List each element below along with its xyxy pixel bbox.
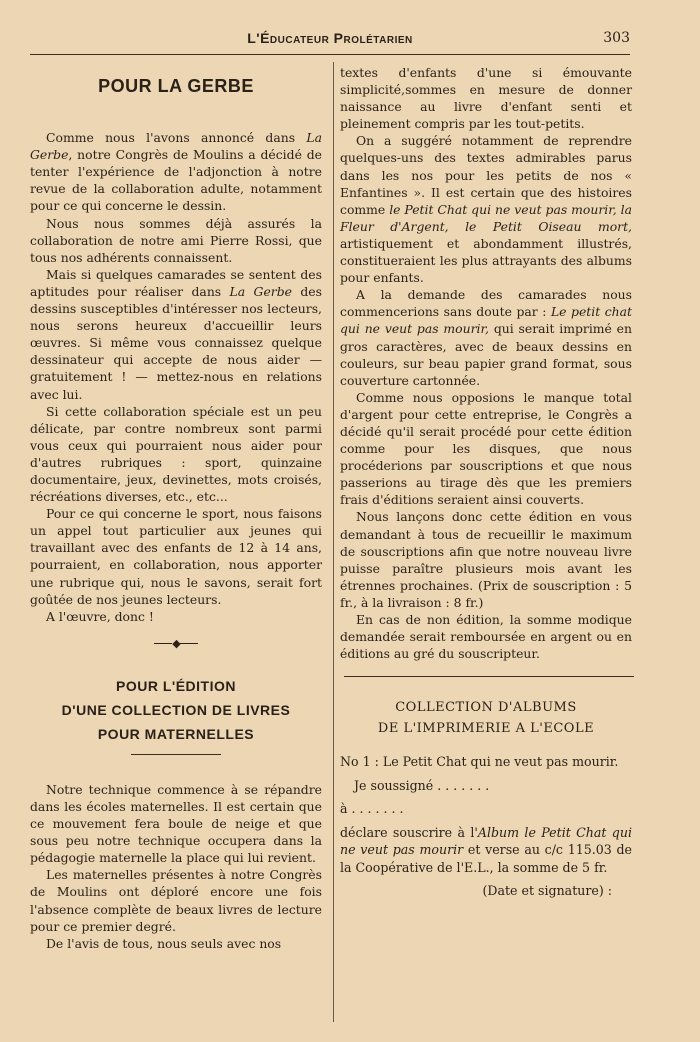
coupon-signature: (Date et signature) : bbox=[482, 883, 612, 899]
coupon-title: COLLECTION D'ALBUMS DE L'IMPRIMERIE A L'ECOLE bbox=[377, 700, 595, 737]
coupon-item: No 1 : Le Petit Chat qui ne veut pas mourir. bbox=[340, 754, 619, 770]
page-number: 303 bbox=[603, 30, 630, 46]
paragraph: Si cette collaboration spéciale est un peu délicate, par contre nombreux sont parmi vous ceux qui pourraient nous aider pour d'autres rubriques : sport, quinzaine documentaire, jeux, devinettes, mots croisés, récréations diverses, etc., etc... bbox=[30, 403, 322, 505]
coupon-rule bbox=[344, 676, 634, 677]
ornament-divider: ◆ bbox=[30, 635, 322, 652]
paragraph: Notre technique commence à se répandre dans les écoles maternelles. Il est certain que ce mouvement fera boule de neige et que sous peu notre technique occupera dans la pédagogie maternelle la place qui lui revient. bbox=[30, 781, 322, 866]
journal-title: L'Éducateur Prolétarien bbox=[247, 30, 413, 46]
heading-edition-maternelles: POUR L'ÉDITION D'UNE COLLECTION DE LIVRES POUR MATERNELLES bbox=[61, 677, 291, 742]
right-column bbox=[340, 65, 633, 900]
paragraph: On a suggéré notamment de reprendre quelques-uns des textes admirables parus dans les nos pour les petits de nos « Enfantines ». Il est certain que des histoires comme le Petit Chat qui ne veut pas mourir, la Fleur d'Argent, le Petit Oiseau mort, artistiquement et abondamment illustrés, constitueraient les plus attrayants des albums pour enfants. bbox=[340, 133, 633, 286]
paragraph: Pour ce qui concerne le sport, nous faisons un appel tout particulier aux jeunes qui travaillant avec des enfants de 12 à 14 ans, pourraient, en collaboration, nous apporter une rubrique qui, nous le savons, serait fort goûtée de nos jeunes lecteurs. bbox=[30, 506, 322, 607]
paragraph: textes d'enfants d'une si émouvante simplicité,sommes en mesure de donner naissance au livre d'enfant senti et pleinement compris par les tout-petits. bbox=[340, 65, 632, 132]
paragraph: Comme nous opposions le manque total d'argent pour cette entreprise, le Congrès a décidé qu'il serait procédé pour cette édition comme pour les disques, que nous procéderions par souscriptions et que nous passerions au tirage dès que les premiers frais d'éditions seraient ainsi couverts. bbox=[340, 389, 632, 508]
subscription-coupon bbox=[340, 753, 632, 900]
paragraph: A l'œuvre, donc ! bbox=[46, 608, 154, 624]
coupon-place-line: à . . . . . . . bbox=[340, 801, 404, 817]
heading-pour-la-gerbe: POUR LA GERBE bbox=[98, 76, 254, 96]
paragraph: Nous lançons donc cette édition en vous demandant à tous de recueillir le maximum de souscriptions afin que notre nouveau livre puisse paraître plusieurs mois avant les étrennes prochaines. (Prix de souscription : 5 fr., à la livraison : 8 fr.) bbox=[340, 509, 632, 610]
running-header bbox=[30, 30, 630, 55]
left-column bbox=[30, 64, 322, 952]
paragraph: Mais si quelques camarades se sentent des aptitudes pour réaliser dans La Gerbe des dessins susceptibles d'intéresser nos lecteurs, nous serons heureux d'accueillir leurs œuvres. Si même vous connaissez quelque dessinateur qui accepte de nous aider — gratuitement ! — mettez-nous en relations avec lui. bbox=[30, 266, 322, 402]
coupon-declaration: déclare souscrire à l'Album le Petit Chat qui ne veut pas mourir et verse au c/c 115.03 de la Coopérative de l'E.L., la somme de 5 fr. bbox=[340, 824, 633, 875]
paragraph: Nous nous sommes déjà assurés la collaboration de notre ami Pierre Rossi, que tous nos adhérents connaissent. bbox=[30, 215, 322, 265]
column-divider bbox=[333, 62, 334, 1022]
paragraph: Comme nous l'avons annoncé dans La Gerbe, notre Congrès de Moulins a décidé de tenter l'expérience de l'adjonction à notre revue de la collaboration adulte, notamment pour ce qui concerne le dessin. bbox=[30, 130, 322, 214]
paragraph: Les maternelles présentes à notre Congrès de Moulins ont déploré encore une fois l'absence complète de beaux livres de lecture pour ce premier degré. bbox=[30, 867, 322, 934]
paragraph: En cas de non édition, la somme modique demandée serait remboursée en argent ou en éditions au gré du souscripteur. bbox=[340, 612, 632, 662]
coupon-name-line: Je soussigné . . . . . . . bbox=[354, 777, 490, 793]
paragraph: De l'avis de tous, nous seuls avec nos bbox=[46, 935, 282, 951]
paragraph: A la demande des camarades nous commencerions sans doute par : Le petit chat qui ne veut pas mourir, qui serait imprimé en gros caractères, avec de beaux dessins en couleurs, sur beau papier grand format, sous couverture cartonnée. bbox=[340, 287, 632, 388]
heading-rule bbox=[131, 754, 221, 755]
